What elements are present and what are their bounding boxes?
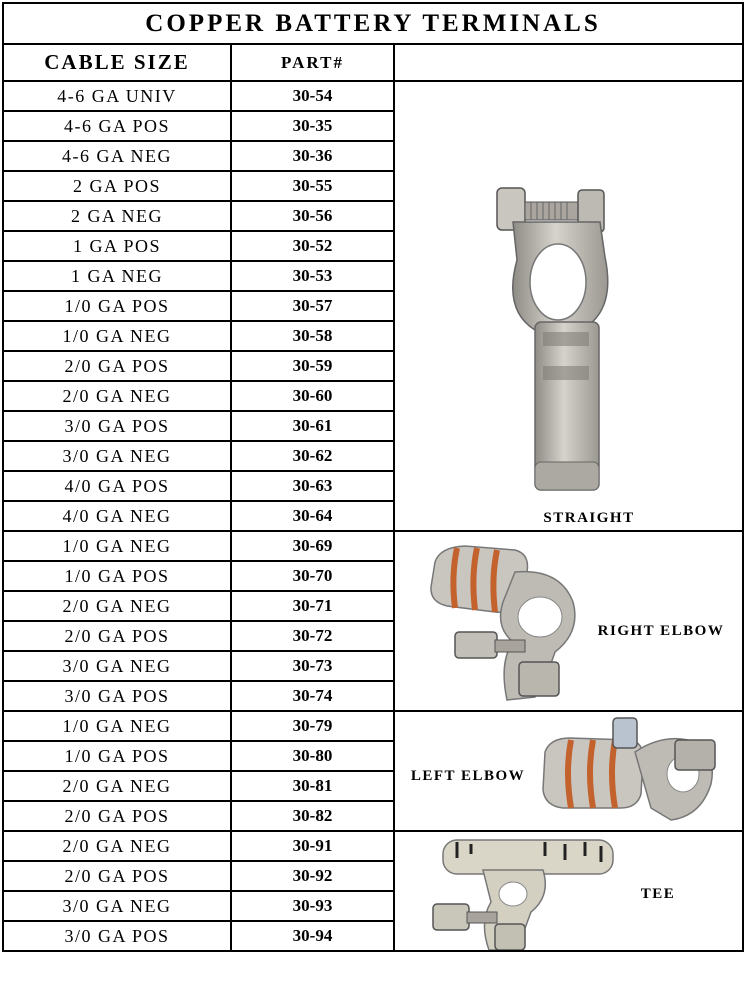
part-number-cell: 30-61 <box>231 411 394 441</box>
cable-size-cell: 3/0 GA POS <box>3 921 231 951</box>
cable-size-cell: 3/0 GA POS <box>3 411 231 441</box>
part-number-cell: 30-79 <box>231 711 394 741</box>
part-number-cell: 30-58 <box>231 321 394 351</box>
part-number-cell: 30-54 <box>231 81 394 111</box>
cable-size-cell: 2/0 GA NEG <box>3 771 231 801</box>
cable-size-cell: 2/0 GA POS <box>3 801 231 831</box>
cable-size-cell: 4/0 GA NEG <box>3 501 231 531</box>
cable-size-cell: 2/0 GA POS <box>3 621 231 651</box>
cable-size-cell: 1/0 GA POS <box>3 741 231 771</box>
right-elbow-terminal-photo <box>395 532 740 711</box>
terminals-table <box>2 2 744 952</box>
part-number-cell: 30-74 <box>231 681 394 711</box>
cable-size-cell: 2 GA POS <box>3 171 231 201</box>
part-number-cell: 30-56 <box>231 201 394 231</box>
part-number-cell: 30-72 <box>231 621 394 651</box>
cable-size-cell: 3/0 GA NEG <box>3 441 231 471</box>
cable-size-cell: 2/0 GA POS <box>3 861 231 891</box>
cable-size-cell: 3/0 GA NEG <box>3 651 231 681</box>
part-number-cell: 30-53 <box>231 261 394 291</box>
cable-size-cell: 3/0 GA POS <box>3 681 231 711</box>
part-number-cell: 30-59 <box>231 351 394 381</box>
cable-size-cell: 1/0 GA NEG <box>3 711 231 741</box>
right-elbow-label: RIGHT ELBOW <box>597 623 725 639</box>
part-number-cell: 30-73 <box>231 651 394 681</box>
cable-size-cell: 1 GA POS <box>3 231 231 261</box>
cable-size-cell: 2/0 GA NEG <box>3 591 231 621</box>
cable-size-cell: 2/0 GA NEG <box>3 831 231 861</box>
cable-size-cell: 1/0 GA POS <box>3 291 231 321</box>
part-number-cell: 30-36 <box>231 141 394 171</box>
page-title: COPPER BATTERY TERMINALS <box>3 3 743 44</box>
column-header-cable-size: CABLE SIZE <box>3 44 231 81</box>
part-number-cell: 30-60 <box>231 381 394 411</box>
column-header-image <box>394 44 743 81</box>
cable-size-cell: 4-6 GA UNIV <box>3 81 231 111</box>
left-elbow-terminal-photo <box>395 712 740 831</box>
part-number-cell: 30-35 <box>231 111 394 141</box>
part-number-cell: 30-70 <box>231 561 394 591</box>
cable-size-cell: 1/0 GA NEG <box>3 321 231 351</box>
cable-size-cell: 4-6 GA NEG <box>3 141 231 171</box>
part-number-cell: 30-71 <box>231 591 394 621</box>
cable-size-cell: 2/0 GA POS <box>3 351 231 381</box>
part-number-cell: 30-80 <box>231 741 394 771</box>
part-number-cell: 30-57 <box>231 291 394 321</box>
group-left-elbow <box>394 711 743 831</box>
column-header-part: PART# <box>231 44 394 81</box>
part-number-cell: 30-55 <box>231 171 394 201</box>
part-number-cell: 30-81 <box>231 771 394 801</box>
part-number-cell: 30-92 <box>231 861 394 891</box>
tee-label: TEE <box>640 886 676 902</box>
part-number-cell: 30-93 <box>231 891 394 921</box>
cable-size-cell: 3/0 GA NEG <box>3 891 231 921</box>
part-number-cell: 30-91 <box>231 831 394 861</box>
part-number-cell: 30-82 <box>231 801 394 831</box>
group-right-elbow <box>394 531 743 711</box>
cable-size-cell: 1/0 GA NEG <box>3 531 231 561</box>
part-number-cell: 30-63 <box>231 471 394 501</box>
part-number-cell: 30-69 <box>231 531 394 561</box>
straight-label: STRAIGHT <box>543 510 635 526</box>
cable-size-cell: 1/0 GA POS <box>3 561 231 591</box>
tee-terminal-photo <box>395 832 740 951</box>
group-straight <box>394 81 743 531</box>
part-number-cell: 30-52 <box>231 231 394 261</box>
cable-size-cell: 2/0 GA NEG <box>3 381 231 411</box>
cable-size-cell: 1 GA NEG <box>3 261 231 291</box>
part-number-cell: 30-94 <box>231 921 394 951</box>
group-tee <box>394 831 743 951</box>
straight-terminal-photo <box>395 82 740 531</box>
part-number-cell: 30-64 <box>231 501 394 531</box>
left-elbow-label: LEFT ELBOW <box>410 768 526 784</box>
cable-size-cell: 4/0 GA POS <box>3 471 231 501</box>
part-number-cell: 30-62 <box>231 441 394 471</box>
cable-size-cell: 4-6 GA POS <box>3 111 231 141</box>
cable-size-cell: 2 GA NEG <box>3 201 231 231</box>
